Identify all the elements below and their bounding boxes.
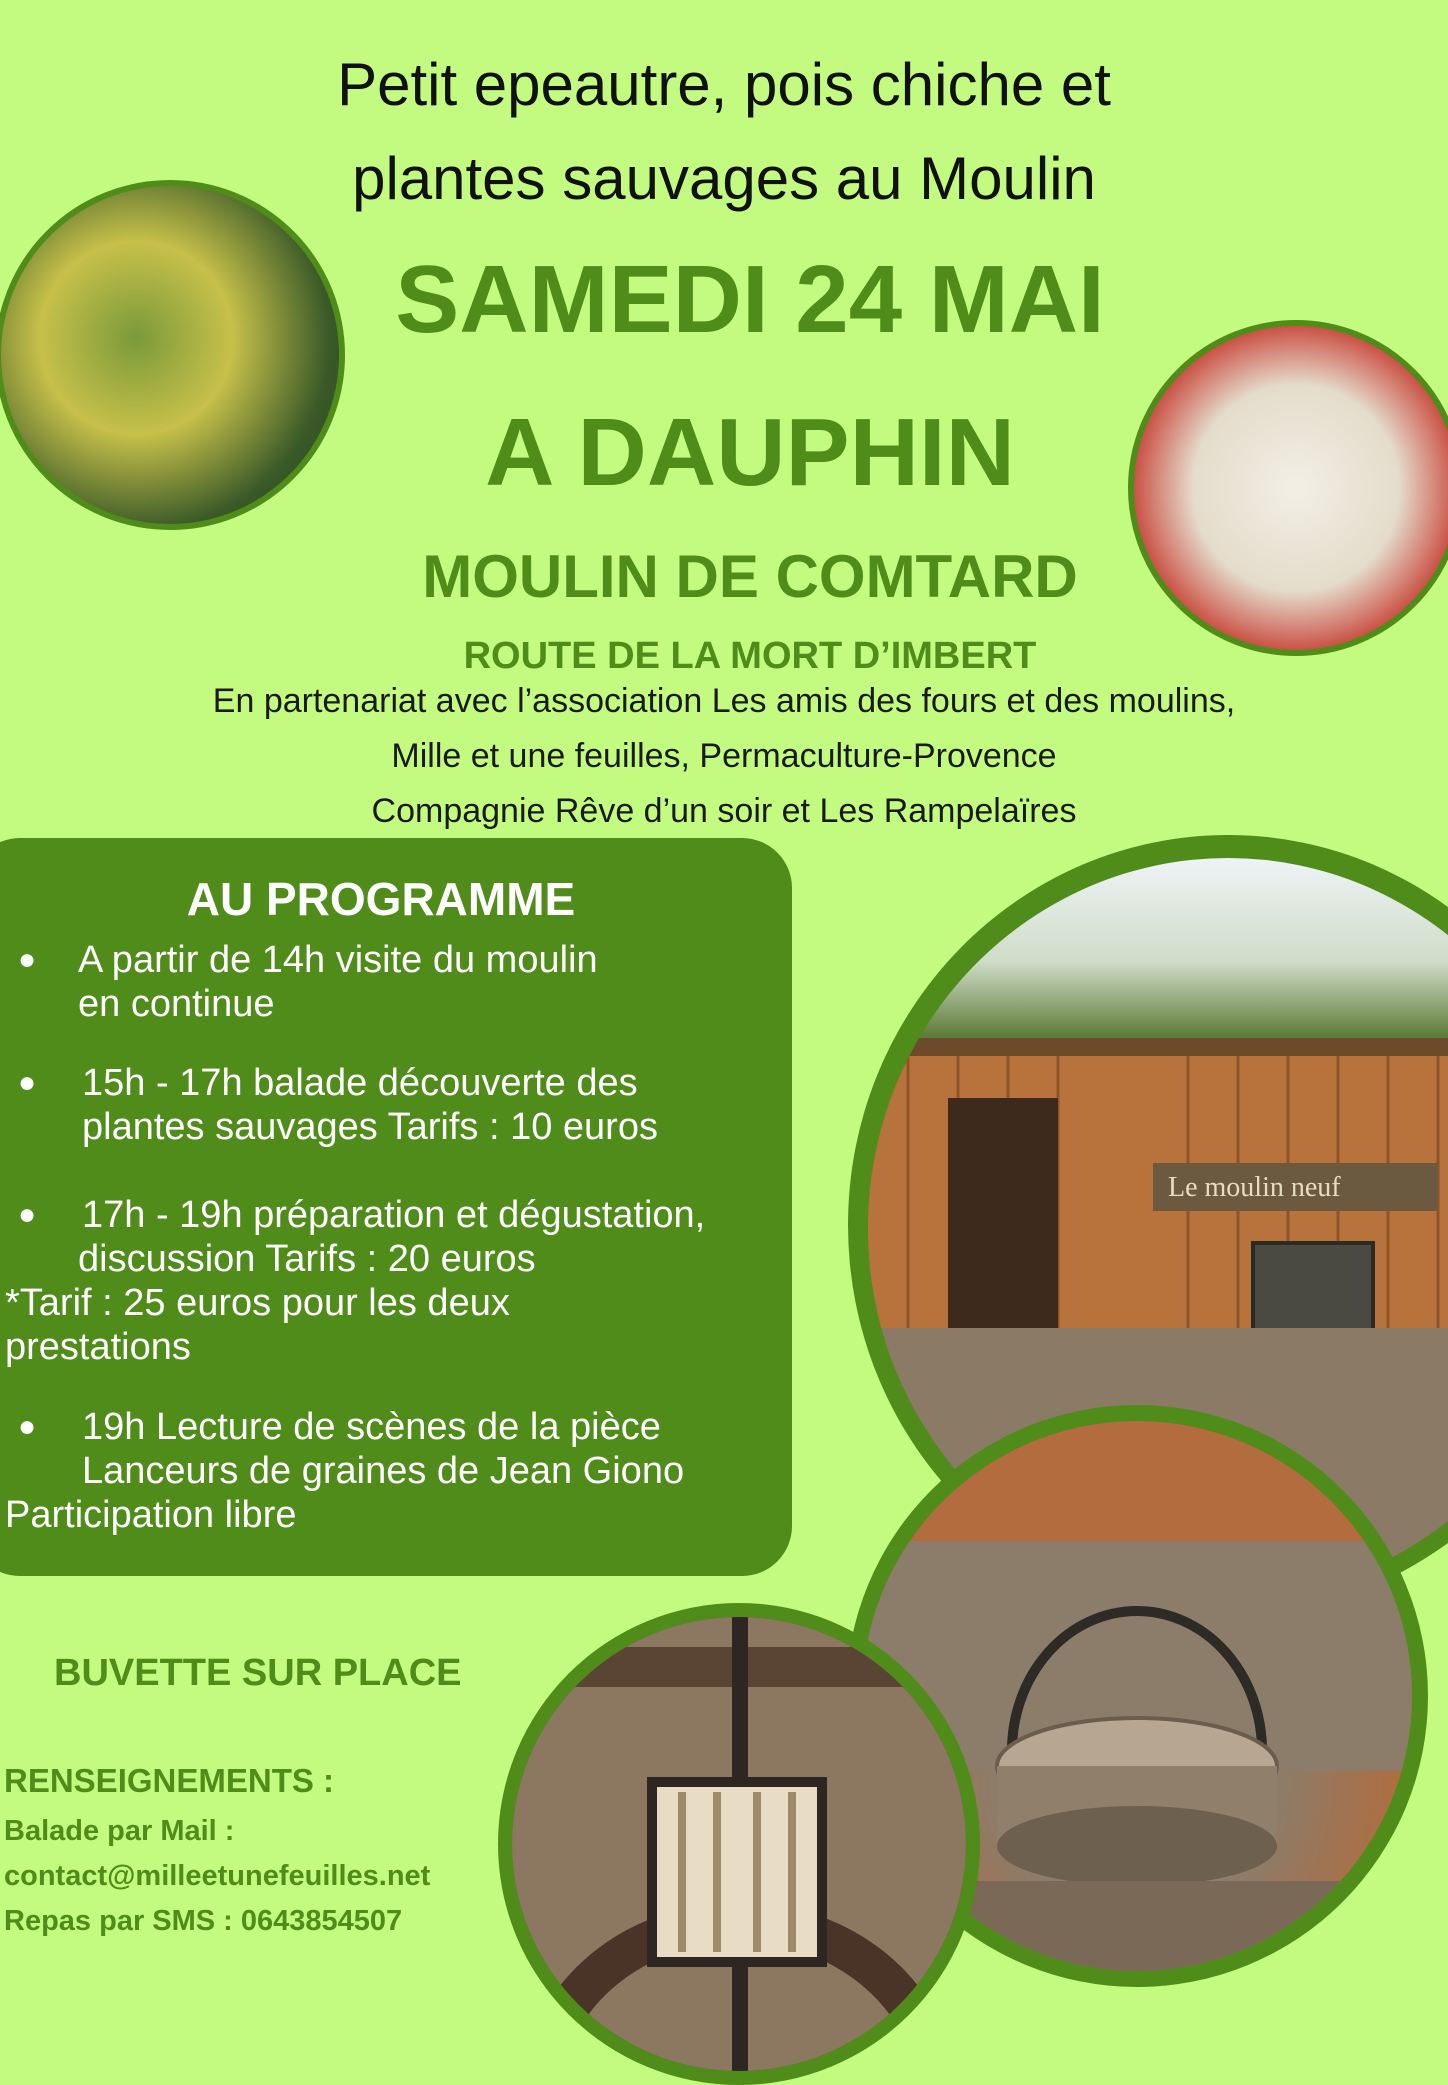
bullet-icon: ● — [18, 1410, 37, 1443]
wooden-gear-photo — [512, 1617, 966, 2071]
wooden-gear-illustration — [512, 1617, 966, 2071]
info-title: RENSEIGNEMENTS : — [4, 1762, 335, 1799]
partners-line-3: Compagnie Rêve d’un soir et Les Rampelaïres — [371, 792, 1077, 830]
program-item — [0, 1193, 792, 1293]
program-item-line: 17h - 19h préparation et dégustation, — [82, 1194, 706, 1236]
program-panel — [0, 838, 792, 1576]
program-item-line: Lanceurs de graines de Jean Giono — [82, 1450, 685, 1492]
partners-line-2: Mille et une feuilles, Permaculture-Provence — [391, 737, 1057, 775]
program-note — [5, 1281, 785, 1369]
mill-sign-text: Le moulin neuf — [1168, 1172, 1341, 1203]
bullet-icon: ● — [18, 1198, 37, 1231]
bullet-icon: ● — [18, 1066, 37, 1099]
subtitle-line-2: plantes sauvages au Moulin — [352, 145, 1096, 212]
event-date: SAMEDI 24 MAI — [395, 246, 1105, 353]
contact-sms: Repas par SMS : 0643854507 — [4, 1905, 403, 1937]
program-item — [0, 1061, 792, 1161]
program-item-line: 19h Lecture de scènes de la pièce — [82, 1406, 661, 1448]
program-note-line: prestations — [5, 1326, 191, 1368]
program-item-line: A partir de 14h visite du moulin — [78, 939, 598, 981]
program-item — [0, 1405, 792, 1545]
event-venue: MOULIN DE COMTARD — [422, 543, 1078, 610]
info-line: Balade par Mail : — [4, 1815, 235, 1847]
event-town: A DAUPHIN — [485, 399, 1015, 506]
contact-email[interactable]: contact@milleetunefeuilles.net — [4, 1860, 431, 1892]
program-item-line: Participation libre — [5, 1494, 297, 1536]
partners-line-1: En partenariat avec l’association Les amis des fours et des moulins, — [212, 682, 1236, 720]
program-item-line: en continue — [78, 983, 275, 1025]
program-item-line: discussion Tarifs : 20 euros — [78, 1238, 536, 1280]
bullet-icon: ● — [18, 943, 37, 976]
subtitle-line-1: Petit epeautre, pois chiche et — [337, 51, 1111, 118]
food-plate-photo — [1128, 320, 1448, 656]
event-road: ROUTE DE LA MORT D’IMBERT — [463, 635, 1037, 677]
cooking-photo — [0, 180, 345, 530]
program-title: AU PROGRAMME — [186, 873, 576, 925]
program-item — [0, 938, 792, 1038]
buvette-notice: BUVETTE SUR PLACE — [54, 1652, 462, 1694]
program-note-line: *Tarif : 25 euros pour les deux — [5, 1282, 510, 1324]
program-item-line: 15h - 17h balade découverte des — [82, 1062, 638, 1104]
program-item-line: plantes sauvages Tarifs : 10 euros — [82, 1106, 658, 1148]
